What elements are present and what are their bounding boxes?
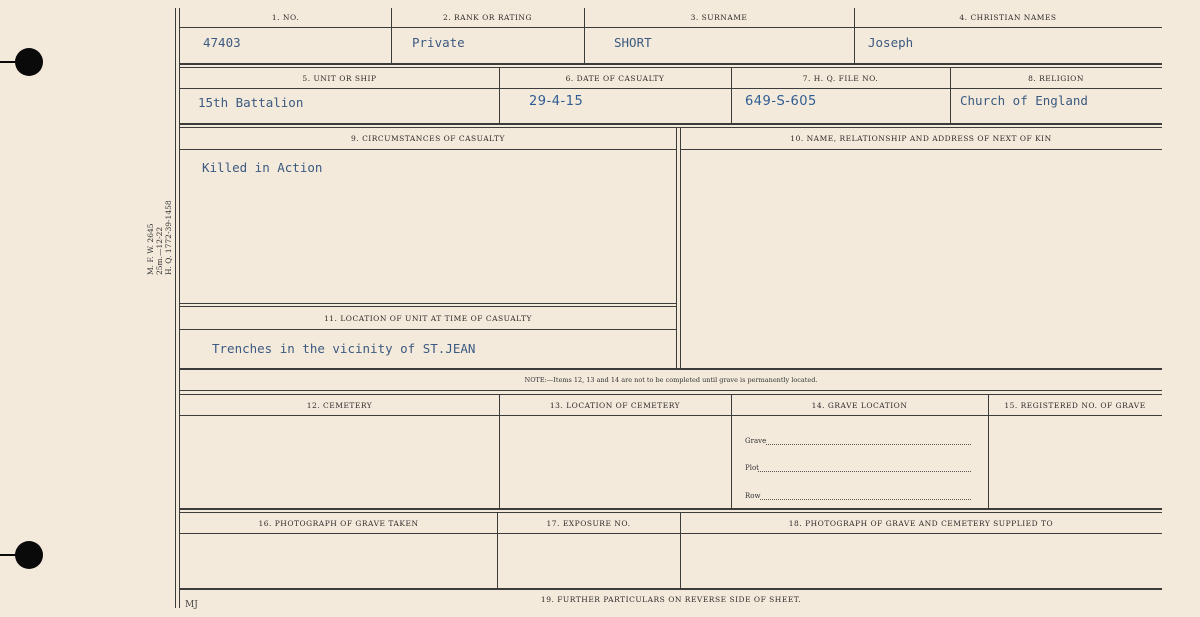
row-divider	[180, 394, 1162, 395]
row-label: Row	[745, 492, 761, 500]
value-christian-names: Joseph	[868, 35, 914, 50]
label-christian-names: 4. CHRISTIAN NAMES	[959, 13, 1057, 22]
value-circumstances: Killed in Action	[202, 160, 323, 175]
value-hq-file-no: 649-S-605	[745, 94, 817, 109]
grave-dotted-line	[766, 443, 971, 445]
plot-dotted-line	[758, 470, 971, 472]
form-code-line: 25m.—12-22	[155, 226, 164, 275]
row-divider	[180, 390, 1162, 391]
row-divider	[180, 588, 1162, 590]
label-location-of-unit: 11. LOCATION OF UNIT AT TIME OF CASUALTY	[324, 314, 532, 323]
col-divider	[676, 127, 677, 368]
label-no: 1. NO.	[271, 13, 300, 22]
row-divider	[180, 415, 1162, 416]
label-religion: 8. RELIGION	[1028, 74, 1084, 83]
label-circumstances: 9. CIRCUMSTANCES OF CASUALTY	[351, 134, 505, 143]
value-surname: SHORT	[614, 35, 652, 50]
row-divider	[180, 512, 1162, 513]
label-exposure-no: 17. EXPOSURE NO.	[546, 519, 631, 528]
border-line	[175, 8, 176, 608]
col-divider	[731, 394, 732, 508]
label-cemetery: 12. CEMETERY	[306, 401, 373, 410]
border-line	[179, 8, 180, 608]
label-grave-location: 14. GRAVE LOCATION	[811, 401, 908, 410]
row-divider	[180, 368, 1162, 370]
value-rank: Private	[412, 35, 465, 50]
value-date-of-casualty: 29-4-15	[529, 94, 584, 109]
row-dotted-line	[760, 498, 971, 500]
punch-notch	[0, 554, 20, 556]
row-divider	[180, 303, 676, 304]
punch-notch	[0, 61, 20, 63]
label-hq-file-no: 7. H. Q. FILE NO.	[802, 74, 879, 83]
row-divider	[180, 149, 676, 150]
grave-label: Grave	[745, 437, 767, 445]
label-date-of-casualty: 6. DATE OF CASUALTY	[565, 74, 665, 83]
value-no: 47403	[203, 35, 241, 50]
completion-note: NOTE:—Items 12, 13 and 14 are not to be completed until grave is permanently located.	[524, 376, 818, 384]
label-registered-no: 15. REGISTERED NO. OF GRAVE	[1004, 401, 1146, 410]
row-divider	[180, 63, 1162, 65]
plot-label: Plot	[745, 464, 759, 472]
label-photograph-supplied: 18. PHOTOGRAPH OF GRAVE AND CEMETERY SUPPLIED TO	[788, 519, 1054, 528]
label-unit: 5. UNIT OR SHIP	[302, 74, 377, 83]
row-divider	[180, 27, 1162, 28]
label-rank: 2. RANK OR RATING	[442, 13, 532, 22]
col-divider	[499, 394, 500, 508]
row-divider	[180, 123, 1162, 125]
row-divider	[180, 329, 676, 330]
form-code-line: H. Q. 1772-39-1458	[164, 200, 173, 275]
col-divider	[988, 394, 989, 508]
label-surname: 3. SURNAME	[690, 13, 748, 22]
label-photograph-taken: 16. PHOTOGRAPH OF GRAVE TAKEN	[258, 519, 419, 528]
value-location-of-unit: Trenches in the vicinity of ST.JEAN	[212, 341, 476, 356]
value-unit: 15th Battalion	[198, 95, 304, 110]
row-divider	[180, 306, 676, 307]
form-print-code	[146, 200, 173, 275]
row-divider	[180, 533, 1162, 534]
clerk-initials: MJ	[185, 600, 198, 610]
row-divider	[180, 67, 1162, 68]
row-divider	[180, 127, 1162, 128]
row-divider	[180, 88, 1162, 89]
value-religion: Church of England	[960, 93, 1088, 108]
col-divider	[680, 127, 681, 368]
row-divider	[180, 508, 1162, 510]
label-location-of-cemetery: 13. LOCATION OF CEMETERY	[549, 401, 681, 410]
label-next-of-kin: 10. NAME, RELATIONSHIP AND ADDRESS OF NEXT OF KIN	[790, 134, 1052, 143]
form-code-line: M. F. W. 2645	[146, 223, 155, 275]
label-further-particulars: 19. FURTHER PARTICULARS ON REVERSE SIDE OF SHEET.	[540, 595, 802, 604]
row-divider	[680, 149, 1162, 150]
